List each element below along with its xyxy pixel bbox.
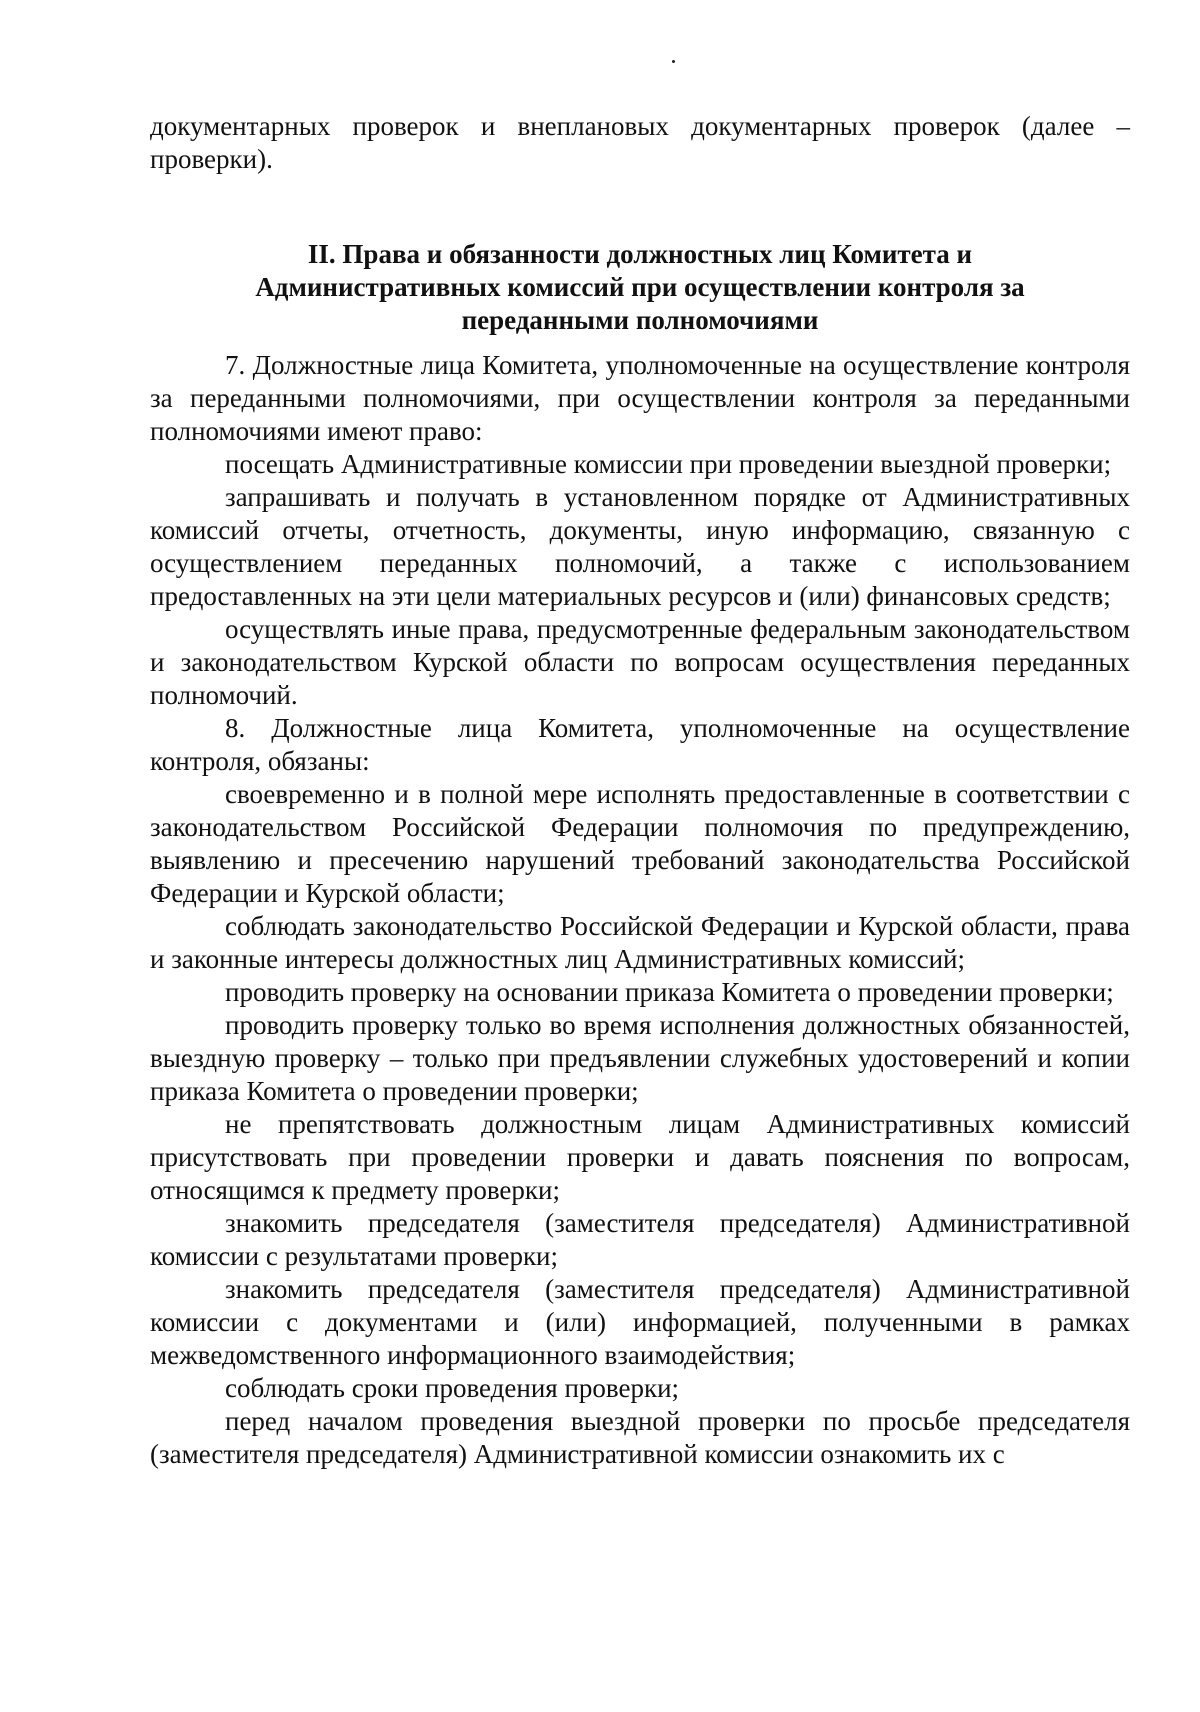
section-heading-line: II. Права и обязанности должностных лиц Комитета и bbox=[307, 239, 973, 269]
duty-item: перед началом проведения выездной проверки по просьбе председателя (заместителя председателя) Административной комиссии ознакомить их с bbox=[150, 1406, 1130, 1469]
clause-7: 7. Должностные лица Комитета, уполномоченные на осуществление контроля за переданными полномочиями, при осуществлении контроля за переданными полномочиями имеют право: bbox=[150, 350, 1130, 446]
document-body bbox=[150, 110, 1130, 1471]
duty-item: не препятствовать должностным лицам Административных комиссий присутствовать при проведении проверки и давать пояснения по вопросам, относящимся к предмету проверки; bbox=[150, 1109, 1130, 1205]
duty-item: знакомить председателя (заместителя председателя) Административной комиссии с документами и (или) информацией, полученными в рамках межведомственного информационного взаимодействия; bbox=[150, 1274, 1130, 1370]
clause-8: 8. Должностные лица Комитета, уполномоченные на осуществление контроля, обязаны: bbox=[150, 713, 1130, 776]
intro-paragraph: документарных проверок и внеплановых документарных проверок (далее – проверки). bbox=[150, 111, 1130, 174]
duty-item: проводить проверку на основании приказа Комитета о проведении проверки; bbox=[225, 977, 1114, 1007]
scan-speck bbox=[672, 60, 675, 63]
duty-item: соблюдать сроки проведения проверки; bbox=[225, 1373, 680, 1403]
duty-item: своевременно и в полной мере исполнять предоставленные в соответствии с законодательством Российской Федерации полномочия по предупреждению, выявлению и пресечению нарушений требований законодательства Российской Федерации и Курской области; bbox=[150, 779, 1130, 908]
duty-item: проводить проверку только во время исполнения должностных обязанностей, выездную проверку – только при предъявлении служебных удостоверений и копии приказа Комитета о проведении проверки; bbox=[150, 1010, 1130, 1106]
duty-item: соблюдать законодательство Российской Федерации и Курской области, права и законные интересы должностных лиц Административных комиссий; bbox=[150, 911, 1130, 974]
right-item: запрашивать и получать в установленном порядке от Административных комиссий отчеты, отчетность, документы, иную информацию, связанную с осуществлением переданных полномочий, а также с использованием предоставленных на эти цели материальных ресурсов и (или) финансовых средств; bbox=[150, 482, 1130, 611]
section-heading-line: переданными полномочиями bbox=[461, 305, 819, 335]
right-item: осуществлять иные права, предусмотренные федеральным законодательством и законодательством Курской области по вопросам осуществления переданных полномочий. bbox=[150, 614, 1130, 710]
right-item: посещать Административные комиссии при проведении выездной проверки; bbox=[225, 449, 1112, 479]
section-heading bbox=[150, 238, 1130, 337]
duty-item: знакомить председателя (заместителя председателя) Административной комиссии с результатами проверки; bbox=[150, 1208, 1130, 1271]
section-heading-line: Административных комиссий при осуществлении контроля за bbox=[255, 272, 1025, 302]
